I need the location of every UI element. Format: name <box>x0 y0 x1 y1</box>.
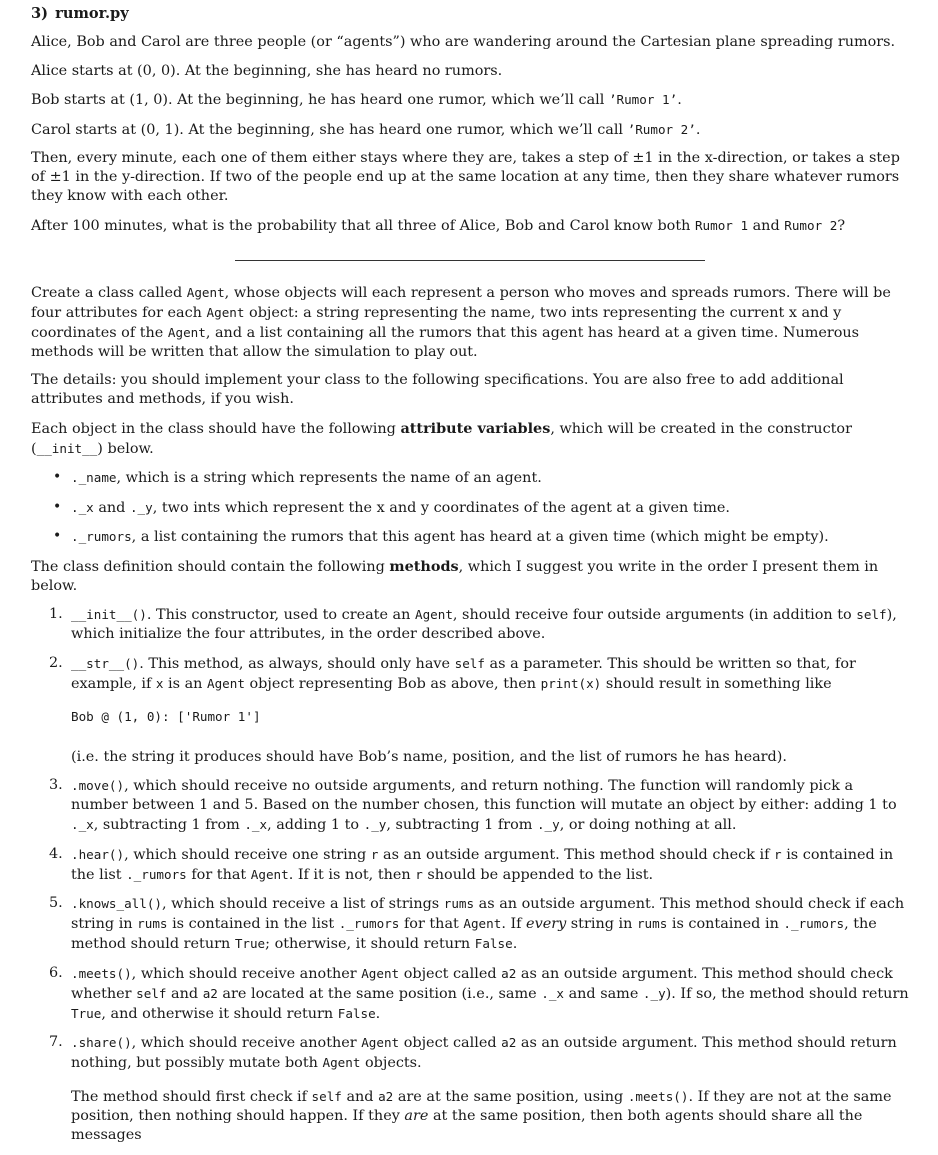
attribute-item-rumors: • ._rumors, a list containing the rumors that this agent has heard at a given time (which might be empty). <box>53 528 829 545</box>
intro-paragraph-2: Alice starts at (0, 0). At the beginning, she has heard no rumors. <box>31 62 503 79</box>
attribute-list <box>31 468 909 547</box>
method-item-str: 2. __str__(). This method, as always, should only have self as a parameter. This should be written so that, for example, if x is an Agent object representing Bob as above, then print(x) should result in something like Bob @ (1, 0): ['Rumor 1'] (i.e. the string it produces should have Bob’s name, position, and the list of rumors he has heard). <box>49 654 909 767</box>
intro-paragraph-1: Alice, Bob and Carol are three people (or “agents”) who are wandering around the Cartesian plane spreading rumors. <box>31 34 896 50</box>
method-item-hear: 4. .hear(), which should receive one string r as an outside argument. This method should check if r is contained in the list ._rumors for that Agent. If it is not, then r should be appended to the list. <box>49 845 894 883</box>
section-divider <box>235 260 705 261</box>
intro-paragraph-5: Then, every minute, each one of them either stays where they are, takes a step of ±1 in the x-direction, or takes a step of ±1 in the y-direction. If two of the people end up at the same location at any time, then they share whatever rumors they know with each other. <box>31 150 900 204</box>
problem-heading <box>31 4 909 23</box>
intro-question: After 100 minutes, what is the probability that all three of Alice, Bob and Carol know both Rumor 1 and Rumor 2? <box>31 217 846 234</box>
method-item-move: 3. .move(), which should receive no outside arguments, and return nothing. The function will randomly pick a number between 1 and 5. Based on the number chosen, this function will mutate an object by either: adding 1 to ._x, subtracting 1 from ._x, adding 1 to ._y, subtracting 1 from ._y, or doing nothing at all. <box>49 777 897 833</box>
document-page <box>31 4 909 1155</box>
intro-paragraph-4: Carol starts at (0, 1). At the beginning, she has heard one rumor, which we’ll call ’Rumor 2’. <box>31 121 701 138</box>
method-item-knows-all: 5. .knows_all(), which should receive a list of strings rums as an outside argument. This method should check if each string in rums is contained in the list ._rumors for that Agent. If every string in rums is contained in ._rumors, the method should return True; otherwise, it should return False. <box>49 895 905 952</box>
example-explanation: (i.e. the string it produces should have Bob’s name, position, and the list of rumors he has heard). <box>71 748 787 765</box>
share-details: The method should first check if self and a2 are at the same position, using .meets(). If they are not at the same position, then nothing should happen. If they are at the same position, then both agents should share all the messages <box>71 1089 892 1143</box>
method-list <box>31 605 909 1145</box>
spec-paragraph-2: The details: you should implement your class to the following specifications. You are also free to add additional attributes and methods, if you wish. <box>31 372 844 407</box>
problem-filename: rumor.py <box>55 5 129 22</box>
example-output: Bob @ (1, 0): ['Rumor 1'] <box>71 708 261 724</box>
spec-paragraph-3: Each object in the class should have the following attribute variables, which will be created in the constructor (__init__) below. <box>31 419 852 457</box>
intro-paragraph-3: Bob starts at (1, 0). At the beginning, he has heard one rumor, which we’ll call ’Rumor 1’. <box>31 92 682 108</box>
bullet-icon: • <box>53 528 62 544</box>
bullet-icon: • <box>53 469 62 485</box>
spec-paragraph-4: The class definition should contain the following methods, which I suggest you write in the order I present them in below. <box>31 557 879 594</box>
method-item-meets: 6. .meets(), which should receive another Agent object called a2 as an outside argument. This method should check whether self and a2 are located at the same position (i.e., same ._x and same ._y). If so, the method should return True, and otherwise it should return False. <box>49 964 909 1022</box>
method-item-init: 1. __init__(). This constructor, used to create an Agent, should receive four outside arguments (in addition to self), which initialize the four attributes, in the order described above. <box>49 606 897 642</box>
spec-paragraph-1: Create a class called Agent, whose objects will each represent a person who moves and spreads rumors. There will be four attributes for each Agent object: a string representing the name, two ints representing the current x and y coordinates of the Agent, and a list containing all the rumors that this agent has heard at a given time. Numerous methods will be written that allow the simulation to play out. <box>31 284 891 360</box>
attribute-item-name: • ._name, which is a string which represents the name of an agent. <box>53 469 542 486</box>
attribute-item-xy: • ._x and ._y, two ints which represent the x and y coordinates of the agent at a given time. <box>53 498 730 516</box>
method-item-share: 7. .share(), which should receive another Agent object called a2 as an outside argument. This method should return nothing, but possibly mutate both Agent objects. The method should first check if self and a2 are at the same position, using .meets(). If they are not at the same position, then nothing should happen. If they are at the same position, then both agents should share all the messages <box>49 1033 909 1145</box>
problem-number: 3) <box>31 5 49 22</box>
bullet-icon: • <box>53 498 62 515</box>
